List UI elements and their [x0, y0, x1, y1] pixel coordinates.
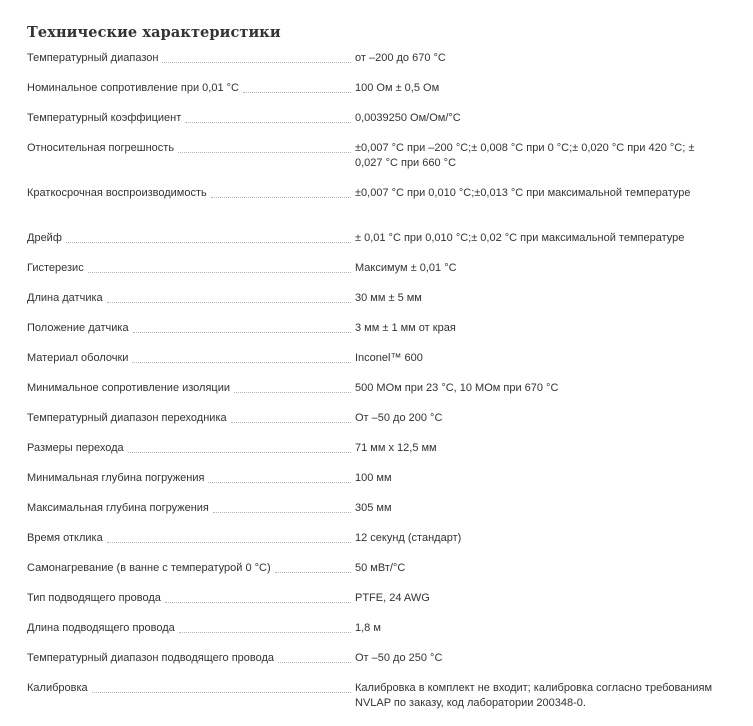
spec-row: [27, 651, 727, 681]
dotted-leader: [162, 51, 351, 63]
dotted-leader: [92, 681, 351, 693]
dotted-leader: [211, 186, 351, 198]
spec-value: от –200 до 670 °C: [355, 52, 446, 64]
spec-value: Калибровка в комплект не входит; калибровка согласно требованиям NVLAP по заказу, код лаборатории 200348-0.: [355, 682, 713, 709]
spec-label-cell: [27, 681, 355, 696]
dotted-leader: [88, 261, 351, 273]
spec-row: [27, 621, 727, 651]
spec-label-cell: [27, 471, 355, 486]
spec-label: Минимальная глубина погружения: [27, 472, 205, 484]
spec-value: 30 мм ± 5 мм: [355, 292, 422, 304]
spec-label: Материал оболочки: [27, 352, 129, 364]
spec-label-cell: [27, 651, 355, 666]
spec-label-cell: [27, 411, 355, 426]
dotted-leader: [133, 321, 351, 333]
spec-row: [27, 231, 727, 261]
spec-label-cell: [27, 141, 355, 156]
spec-label-cell: [27, 51, 355, 66]
spec-row: [27, 501, 727, 531]
spec-label: Температурный диапазон: [27, 52, 159, 64]
spec-label-cell: [27, 321, 355, 336]
dotted-leader: [128, 441, 351, 453]
spec-label-cell: [27, 261, 355, 276]
spec-row: [27, 381, 727, 411]
specifications-table: [27, 51, 727, 726]
spec-row: [27, 531, 727, 561]
spec-label: Краткосрочная воспроизводимость: [27, 187, 207, 199]
spec-label-cell: [27, 351, 355, 366]
spec-row: [27, 291, 727, 321]
spec-value: 500 МОм при 23 °C, 10 МОм при 670 °C: [355, 382, 559, 394]
spec-value: От –50 до 250 °C: [355, 652, 443, 664]
dotted-leader: [165, 591, 351, 603]
specifications-title: Технические характеристики: [27, 24, 281, 41]
spec-row: [27, 51, 727, 81]
dotted-leader: [107, 531, 351, 543]
dotted-leader: [208, 471, 351, 483]
dotted-leader: [107, 291, 351, 303]
dotted-leader: [132, 351, 351, 363]
spec-label: Относительная погрешность: [27, 142, 175, 154]
dotted-leader: [178, 141, 351, 153]
spec-label-cell: [27, 111, 355, 126]
spec-label-cell: [27, 291, 355, 306]
spec-label-cell: [27, 531, 355, 546]
spec-value: 305 мм: [355, 502, 392, 514]
spec-row: [27, 111, 727, 141]
spec-label: Температурный диапазон подводящего провода: [27, 652, 275, 664]
spec-value: Inconel™ 600: [355, 352, 423, 364]
spec-label: Дрейф: [27, 232, 62, 244]
dotted-leader: [213, 501, 351, 513]
dotted-leader: [275, 561, 351, 573]
spec-value: 1,8 м: [355, 622, 381, 634]
spec-row: [27, 261, 727, 291]
spec-label-cell: [27, 231, 355, 246]
spec-label: Калибровка: [27, 682, 88, 694]
spec-row: [27, 561, 727, 591]
spec-row: [27, 681, 727, 726]
dotted-leader: [234, 381, 351, 393]
spec-label: Номинальное сопротивление при 0,01 °C: [27, 82, 239, 94]
spec-label: Размеры перехода: [27, 442, 124, 454]
spec-label-cell: [27, 81, 355, 96]
spec-row: [27, 471, 727, 501]
spec-row: [27, 321, 727, 351]
spec-row: [27, 441, 727, 471]
spec-label-cell: [27, 186, 355, 201]
dotted-leader: [278, 651, 351, 663]
spec-label: Температурный коэффициент: [27, 112, 182, 124]
spec-label: Время отклика: [27, 532, 103, 544]
spec-label: Длина датчика: [27, 292, 103, 304]
spec-value: 100 мм: [355, 472, 392, 484]
spec-value: 0,0039250 Ом/Ом/°C: [355, 112, 461, 124]
dotted-leader: [243, 81, 351, 93]
spec-value: ± 0,01 °C при 0,010 °C;± 0,02 °C при максимальной температуре: [355, 232, 685, 244]
spec-row: [27, 186, 727, 231]
spec-label: Гистерезис: [27, 262, 84, 274]
spec-value: От –50 до 200 °C: [355, 412, 443, 424]
spec-row: [27, 141, 727, 186]
spec-label-cell: [27, 501, 355, 516]
dotted-leader: [179, 621, 351, 633]
dotted-leader: [66, 231, 351, 243]
spec-value: 12 секунд (стандарт): [355, 532, 462, 544]
spec-label: Температурный диапазон переходника: [27, 412, 227, 424]
spec-row: [27, 81, 727, 111]
spec-label: Положение датчика: [27, 322, 129, 334]
spec-label-cell: [27, 381, 355, 396]
spec-value: PTFE, 24 AWG: [355, 592, 430, 604]
dotted-leader: [185, 111, 351, 123]
spec-value: 50 мВт/°C: [355, 562, 406, 574]
spec-value: ±0,007 °C при 0,010 °C;±0,013 °C при максимальной температуре: [355, 187, 691, 199]
spec-label-cell: [27, 561, 355, 576]
spec-label: Максимальная глубина погружения: [27, 502, 209, 514]
spec-value: 100 Ом ± 0,5 Ом: [355, 82, 440, 94]
spec-row: [27, 591, 727, 621]
spec-value: Максимум ± 0,01 °C: [355, 262, 457, 274]
spec-row: [27, 411, 727, 441]
spec-label: Самонагревание (в ванне с температурой 0 °C): [27, 562, 271, 574]
spec-label: Тип подводящего провода: [27, 592, 161, 604]
spec-row: [27, 351, 727, 381]
spec-label: Длина подводящего провода: [27, 622, 175, 634]
spec-value: 3 мм ± 1 мм от края: [355, 322, 456, 334]
dotted-leader: [231, 411, 351, 423]
spec-value: ±0,007 °C при –200 °C;± 0,008 °C при 0 °C;± 0,020 °C при 420 °C; ± 0,027 °C при 660 °C: [355, 142, 695, 169]
spec-label: Минимальное сопротивление изоляции: [27, 382, 231, 394]
spec-label-cell: [27, 591, 355, 606]
spec-label-cell: [27, 441, 355, 456]
spec-label-cell: [27, 621, 355, 636]
spec-value: 71 мм x 12,5 мм: [355, 442, 437, 454]
